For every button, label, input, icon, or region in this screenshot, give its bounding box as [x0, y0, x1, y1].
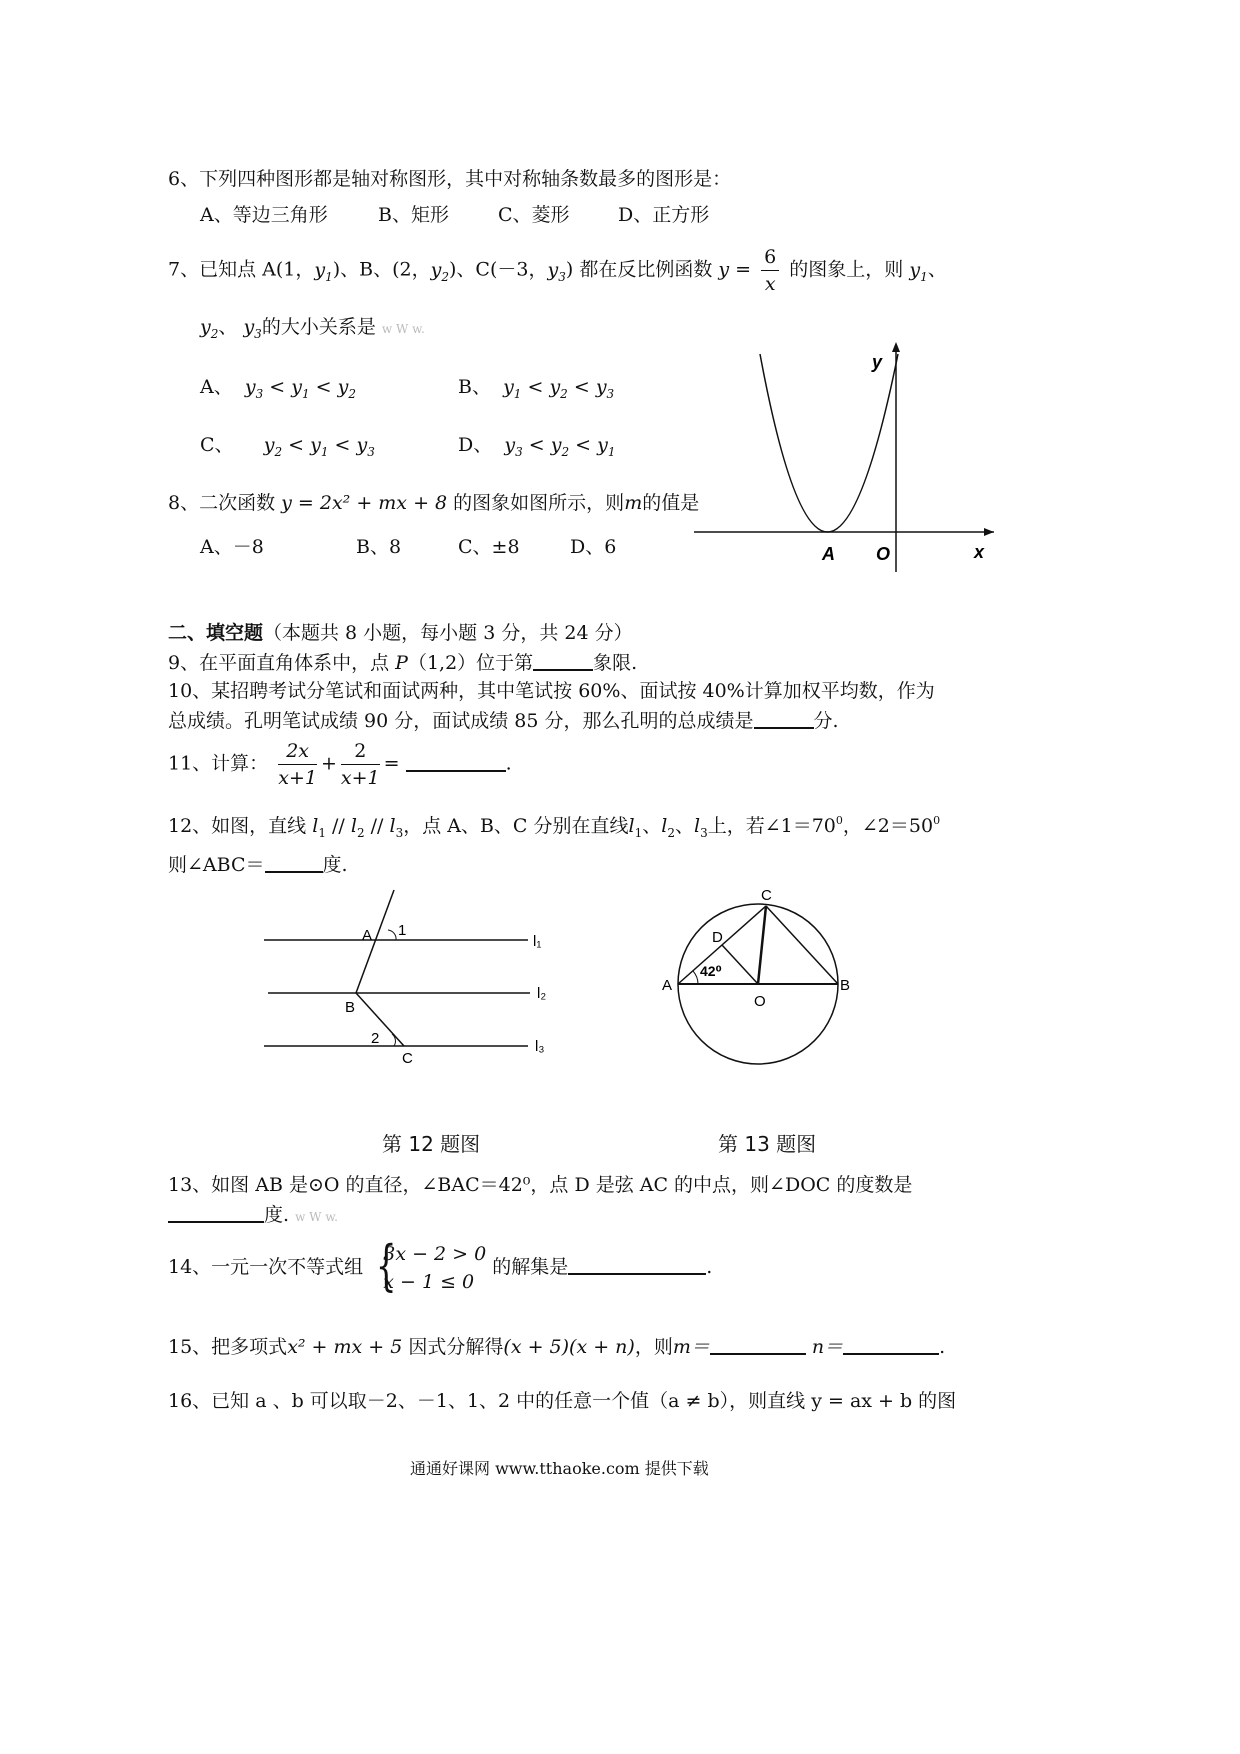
- q15-m-eq: m＝: [672, 1336, 710, 1358]
- q7-point-b: )、B、(2，: [332, 258, 431, 281]
- q14-inequality-system: [369, 1234, 487, 1297]
- q15-poly: x² + mx + 5: [287, 1336, 403, 1358]
- q12-sub1: 1: [634, 826, 643, 840]
- q8-suffix2: 的值是: [642, 492, 700, 514]
- q7-option-a: A、 $y_3 < y_1 < y_2$: [200, 376, 356, 401]
- fig12-label-2: 2: [371, 1030, 380, 1047]
- fig12-label-l3: l₃: [535, 1038, 545, 1055]
- q10-line2: [168, 708, 839, 734]
- segment-od: [722, 945, 758, 984]
- q12-sub1: 1: [318, 826, 326, 840]
- q7-y1: $y_1$: [314, 258, 333, 284]
- q7-option-d: D、 $y_3 < y_2 < y_1$: [458, 434, 616, 459]
- q12-deg-2: 0: [933, 814, 941, 827]
- q11: [168, 738, 512, 791]
- q9-prefix: 9、在平面直角体系中，点: [168, 652, 390, 674]
- q7-line1: [168, 244, 947, 297]
- angle-bac-arc: [693, 971, 698, 984]
- q11-f2-num: 2: [341, 738, 380, 765]
- segment-bc: [356, 993, 404, 1046]
- q7-tail-sep: 、: [927, 258, 947, 281]
- q14-brace: {: [376, 1234, 397, 1297]
- q7-line2: [200, 314, 425, 347]
- q7-option-c-label: C、: [200, 434, 234, 456]
- q12-line1-suffix: 上，若∠1＝70: [707, 815, 836, 837]
- q7-line2-y2: $y_2$: [200, 316, 219, 341]
- q15-comma: ，则: [634, 1336, 673, 1358]
- fig13-label-a: A: [662, 977, 673, 994]
- q12-line2-suffix: 度.: [322, 854, 348, 876]
- q8-option-b: B、8: [356, 536, 402, 558]
- fig13-caption: 第 13 题图: [718, 1132, 817, 1156]
- fig13-label-b: B: [840, 977, 851, 994]
- fig12-label-b: B: [345, 999, 356, 1016]
- q12-l-letter: l: [312, 815, 319, 837]
- q7-option-c: C、 $y_2 < y_1 < y_3$: [200, 434, 375, 459]
- q7-option-b-label: B、: [458, 376, 491, 398]
- fig12-label-c: C: [402, 1050, 413, 1067]
- q7-option-b: B、 $y_1 < y_2 < y_3$: [458, 376, 615, 401]
- q8-parabola-figure: [690, 340, 1010, 580]
- q11-fraction-2: [341, 738, 380, 791]
- fig12-label-a: A: [362, 927, 373, 944]
- q12-l-letter: l: [389, 815, 396, 837]
- q11-f1-den: x+1: [278, 767, 317, 789]
- q7-point-a: A(1，: [262, 258, 315, 281]
- q15-end: .: [939, 1336, 946, 1358]
- q7-option-a-label: A、: [200, 376, 233, 398]
- fig12-label-l1: l₁: [533, 933, 542, 950]
- q11-f1-num: 2x: [278, 738, 317, 765]
- graph-label-x: x: [974, 542, 985, 562]
- q9-suffix: 象限.: [593, 652, 638, 674]
- q12-line2-prefix: 则∠ABC＝: [168, 854, 265, 876]
- angle-1-arc: [388, 930, 396, 940]
- q12-sep: 、: [642, 815, 662, 837]
- fig13-label-o: O: [754, 993, 766, 1010]
- q6-option-b: B、矩形: [378, 204, 449, 226]
- q12-deg-1: 0: [835, 814, 843, 827]
- q12-parallel-1: //: [332, 815, 345, 837]
- q12-line1-prefix: 12、如图，直线: [168, 815, 307, 837]
- segment-oc: [758, 906, 766, 984]
- q16: 16、已知 a 、b 可以取－2、－1、1、2 中的任意一个值（a ≠ b），则直线 y = ax + b 的图: [168, 1390, 957, 1412]
- q12-line1-mid: ，点 A、B、C 分别在直线: [403, 815, 629, 837]
- q11-f2-den: x+1: [340, 767, 380, 789]
- q13-line1: 13、如图 AB 是⊙O 的直径，∠BAC＝42⁰，点 D 是弦 AC 的中点，则∠DOC 的度数是: [168, 1174, 913, 1196]
- q7-line2-sep: 、: [218, 316, 238, 338]
- q11-prefix: 11、计算：: [168, 752, 269, 775]
- q12-l-letter: l: [693, 815, 701, 837]
- q11-suffix: .: [505, 752, 512, 775]
- q13-watermark: w W w.: [295, 1210, 338, 1224]
- q14: [168, 1234, 713, 1297]
- q8-option-c: C、±8: [458, 536, 520, 558]
- q6-stem: 6、下列四种图形都是轴对称图形，其中对称轴条数最多的图形是：: [168, 168, 732, 190]
- fig12-parallel-lines: [250, 880, 570, 1070]
- q12-sub2: 2: [667, 826, 675, 840]
- fig13-circle: [650, 876, 870, 1086]
- q6-option-a: A、等边三角形: [200, 204, 328, 226]
- q7-frac-num: 6: [761, 244, 779, 271]
- q7-tail-y1: $y_1$: [909, 258, 928, 284]
- fig12-label-1: 1: [398, 922, 407, 939]
- q7-fraction: [761, 244, 779, 297]
- section2-note: （本题共 8 小题，每小题 3 分，共 24 分）: [263, 622, 633, 644]
- page-footer: 通通好课网 www.tthaoke.com 提供下载: [410, 1459, 709, 1478]
- q10-suffix: 分.: [813, 710, 839, 732]
- q7-watermark: w W w.: [381, 322, 425, 336]
- q7-y2: $y_2$: [430, 258, 450, 284]
- q7-point-close: ): [565, 258, 574, 281]
- q12-l-letter: l: [628, 815, 635, 837]
- q12-sub3: 3: [395, 826, 404, 840]
- q12-parallel-2: //: [370, 815, 384, 837]
- q9-point: P: [395, 652, 408, 674]
- q13-line2: [168, 1202, 338, 1230]
- fig13-label-angle: 42⁰: [700, 963, 722, 979]
- q10-answer-blank[interactable]: [754, 709, 814, 729]
- q12-line2: [168, 852, 348, 878]
- q12-sep: 、: [674, 815, 694, 837]
- q7-frac-den: x: [764, 273, 776, 295]
- q7-line2-y3: $y_3$: [243, 316, 262, 341]
- q14-answer-blank[interactable]: [568, 1255, 706, 1275]
- q8-stem: [168, 490, 699, 516]
- q12-sub2: 2: [356, 826, 365, 840]
- q13-suffix: 度.: [264, 1204, 290, 1226]
- q8-suffix: 的图象如图所示，则: [453, 492, 625, 514]
- q14-prefix: 14、一元一次不等式组: [168, 1256, 364, 1278]
- q11-plus: +: [320, 752, 337, 775]
- q6-option-c: C、菱形: [498, 204, 570, 226]
- q12-l-letter: l: [661, 815, 668, 837]
- q10-line1: 10、某招聘考试分笔试和面试两种，其中笔试按 60%、面试按 40%计算加权平均数，作为: [168, 680, 935, 702]
- q7-line2-text: 的大小关系是: [261, 316, 376, 338]
- q11-answer-blank[interactable]: [406, 752, 506, 772]
- q11-eq: =: [383, 752, 400, 775]
- q14-eq2: x − 1 ≤ 0: [383, 1271, 475, 1293]
- q11-fraction-1: [278, 738, 317, 791]
- fig13-label-c: C: [761, 887, 772, 904]
- q12-l-letter: l: [350, 815, 357, 837]
- fig12-label-l2: l₂: [537, 985, 547, 1002]
- section2-title: 二、填空题: [168, 622, 264, 644]
- q8-var-m: m: [624, 492, 643, 514]
- q15-factored: (x + 5)(x + n): [503, 1336, 635, 1358]
- q7-prefix: 7、已知点: [168, 258, 257, 281]
- section2-heading: [168, 620, 633, 646]
- q14-suffix: 的解集是: [492, 1256, 569, 1278]
- graph-label-o: O: [876, 544, 891, 564]
- q7-suffix: 的图象上，则: [789, 258, 904, 281]
- q8-expr: y = 2x² + mx + 8: [281, 492, 448, 514]
- q12-sub3: 3: [700, 826, 708, 840]
- q13-answer-blank[interactable]: [168, 1203, 264, 1223]
- q7-y3: $y_3$: [547, 258, 566, 284]
- q9: [168, 650, 637, 676]
- q12-line1-b: ，∠2＝50: [842, 815, 934, 837]
- q8-option-a: A、－8: [200, 536, 264, 558]
- fig13-label-d: D: [712, 929, 723, 946]
- q7-func-y: y: [718, 258, 730, 281]
- x-axis-arrow: [984, 528, 994, 536]
- q15-m-blank[interactable]: [710, 1335, 806, 1355]
- q7-mid: 都在反比例函数: [579, 258, 713, 281]
- q15-n-blank[interactable]: [843, 1335, 939, 1355]
- q7-func-eq: =: [735, 258, 752, 281]
- q9-coords: （1,2）位于第: [407, 652, 534, 674]
- graph-label-y: y: [872, 352, 883, 372]
- q10-line2-text: 总成绩。孔明笔试成绩 90 分，面试成绩 85 分，那么孔明的总成绩是: [168, 710, 754, 732]
- q14-eq1: 3x − 2 > 0: [383, 1243, 487, 1265]
- q14-end: .: [706, 1256, 713, 1278]
- q9-answer-blank[interactable]: [533, 651, 593, 671]
- y-axis-arrow: [892, 342, 900, 352]
- q8-prefix: 8、二次函数: [168, 492, 276, 514]
- q15-n-eq: n＝: [811, 1336, 844, 1358]
- q12-line1: [168, 808, 940, 846]
- fig12-caption: 第 12 题图: [382, 1132, 481, 1156]
- q15-prefix: 15、把多项式: [168, 1336, 288, 1358]
- graph-label-a: A: [822, 544, 835, 564]
- q15: [168, 1334, 945, 1360]
- q15-mid: 因式分解得: [408, 1336, 504, 1358]
- q12-answer-blank[interactable]: [265, 853, 323, 873]
- q7-option-d-label: D、: [458, 434, 493, 456]
- q7-point-c: )、C(－3，: [449, 258, 548, 281]
- q6-option-d: D、正方形: [618, 204, 710, 226]
- q8-option-d: D、6: [570, 536, 617, 558]
- parabola-curve: [760, 354, 898, 532]
